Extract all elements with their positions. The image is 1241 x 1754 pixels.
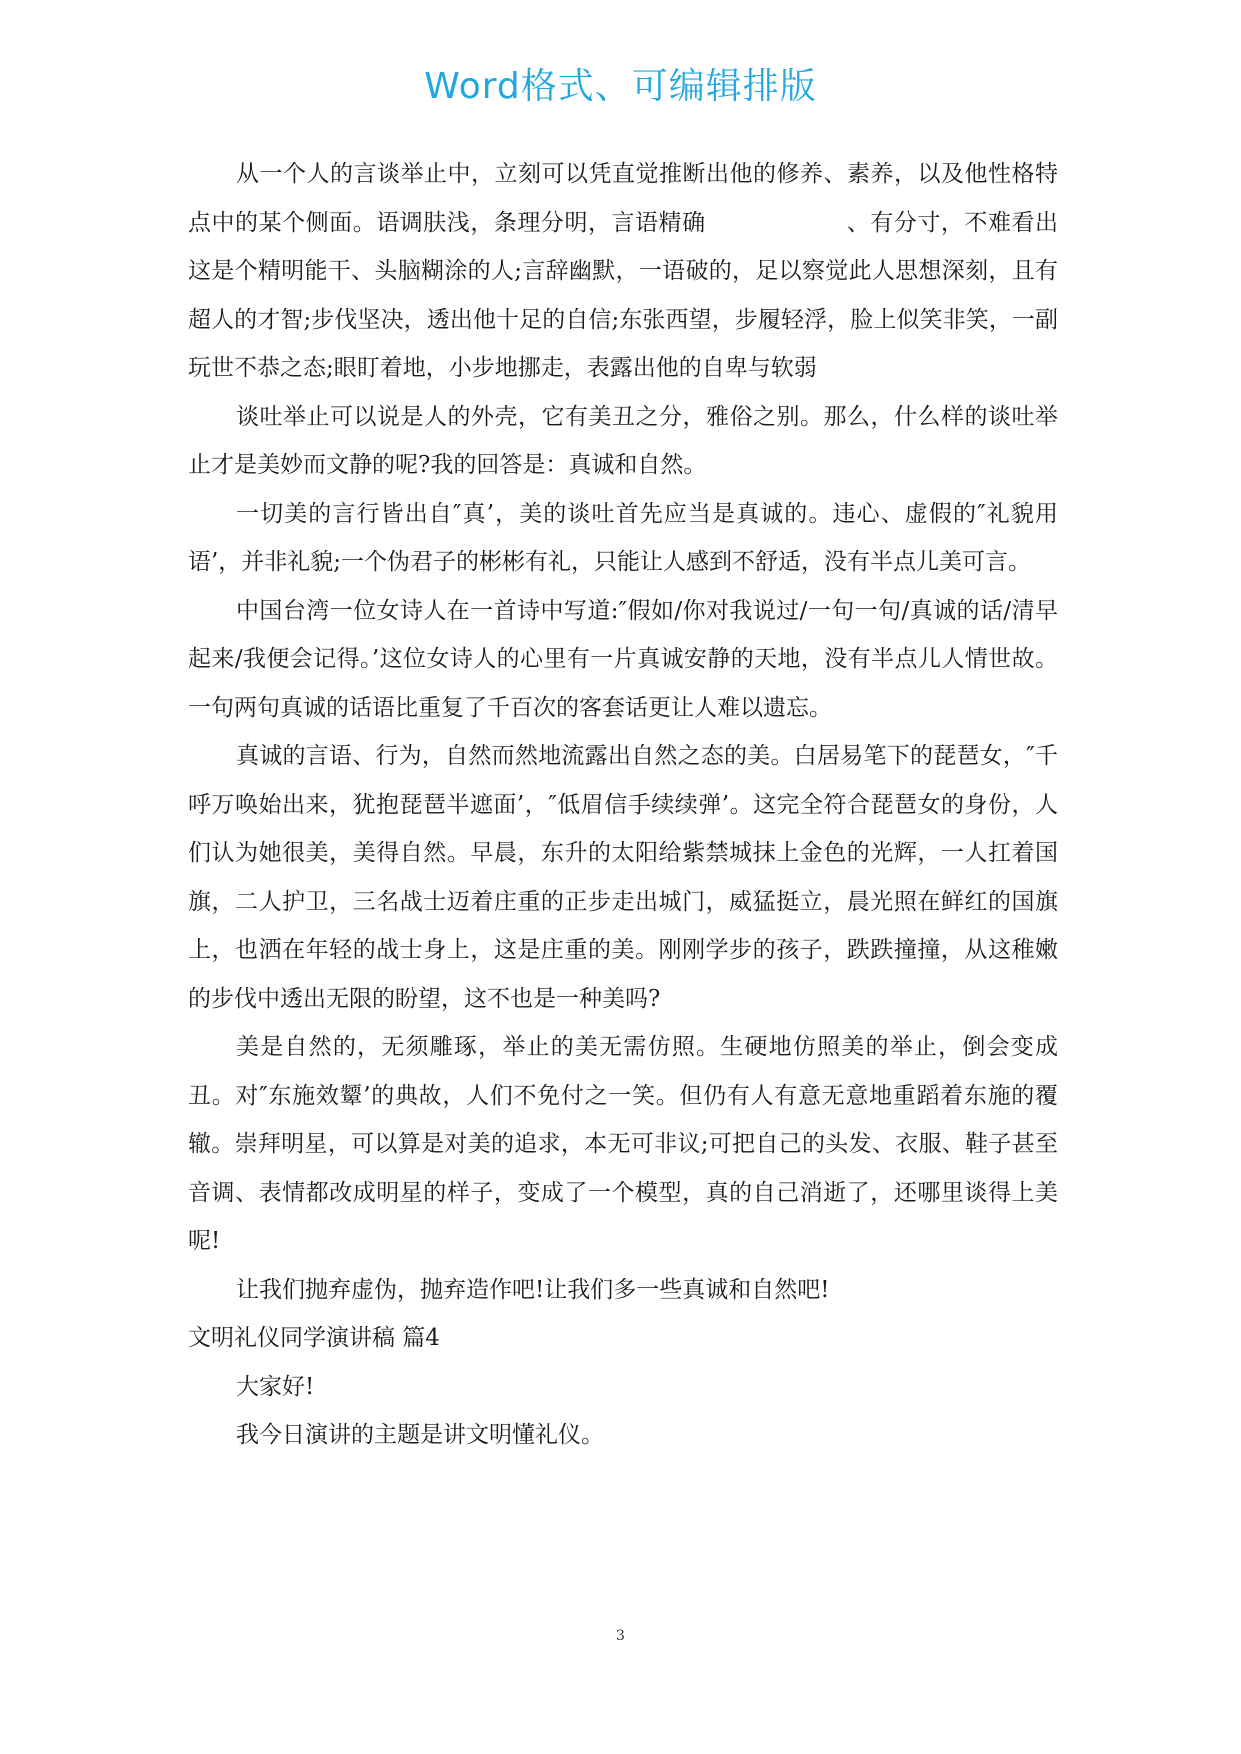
page-number: 3: [616, 1628, 625, 1644]
section-heading: 文明礼仪同学演讲稿 篇4: [188, 1325, 440, 1351]
paragraph-intro: 我今日演讲的主题是讲文明懂礼仪。: [236, 1422, 604, 1448]
paragraph-imitation: 美是自然的，无须雕琢，举止的美无需仿照。生硬地仿照美的举止，倒会变成丑。对″东施效颦’的典故，人们不免付之一笑。但仍有人有意无意地重蹈着东施的覆辙。崇拜明星，可以算是对美的追求，本无可非议;可把自己的头发、衣服、鞋子甚至音调、表情都改成明星的样子，变成了一个模型，真的自己消逝了，还哪里谈得上美呢!: [188, 1034, 1058, 1254]
paragraph-natural-beauty: 真诚的言语、行为，自然而然地流露出自然之态的美。白居易笔下的琵琶女，″千呼万唤始出来，犹抱琵琶半遮面’，″低眉信手续续弹’。这完全符合琵琶女的身份，人们认为她很美，美得自然。早晨，东升的太阳给紫禁城抹上金色的光辉，一人扛着国旗，二人护卫，三名战士迈着庄重的正步走出城门，威猛挺立，晨光照在鲜红的国旗上，也洒在年轻的战士身上，这是庄重的美。刚刚学步的孩子，跌跌撞撞，从这稚嫩的步伐中透出无限的盼望，这不也是一种美吗?: [188, 743, 1058, 1012]
paragraph-question: 谈吐举止可以说是人的外壳，它有美丑之分，雅俗之别。那么，什么样的谈吐举止才是美妙而文静的呢?我的回答是：真诚和自然。: [188, 403, 1058, 478]
document-header-title: Word格式、可编辑排版: [424, 66, 817, 107]
paragraph-closing: 让我们抛弃虚伪，抛弃造作吧!让我们多一些真诚和自然吧!: [236, 1276, 830, 1303]
paragraph-sincerity: 一切美的言行皆出自″真’，美的谈吐首先应当是真诚的。违心、虚假的″礼貌用语’，并非礼貌;一个伪君子的彬彬有礼，只能让人感到不舒适，没有半点儿美可言。: [188, 500, 1058, 575]
paragraph-demeanor: 从一个人的言谈举止中，立刻可以凭直觉推断出他的修养、素养，以及他性格特点中的某个侧面。语调肤浅，条理分明，言语精确 、有分寸，不难看出这是个精明能干、头脑糊涂的人;言辞幽默，一语破的，足以察觉此人思想深刻，且有超人的才智;步伐坚决，透出他十足的自信;东张西望，步履轻浮，脸上似笑非笑，一副玩世不恭之态;眼盯着地，小步地挪走，表露出他的自卑与软弱: [188, 161, 1058, 381]
paragraph-poem: 中国台湾一位女诗人在一首诗中写道:″假如/你对我说过/一句一句/真诚的话/清早起来/我便会记得。’这位女诗人的心里有一片真诚安静的天地，没有半点儿人情世故。一句两句真诚的话语比重复了千百次的客套话更让人难以遗忘。: [188, 597, 1058, 721]
paragraph-greeting: 大家好!: [236, 1373, 315, 1400]
document-body: [188, 150, 1058, 1460]
